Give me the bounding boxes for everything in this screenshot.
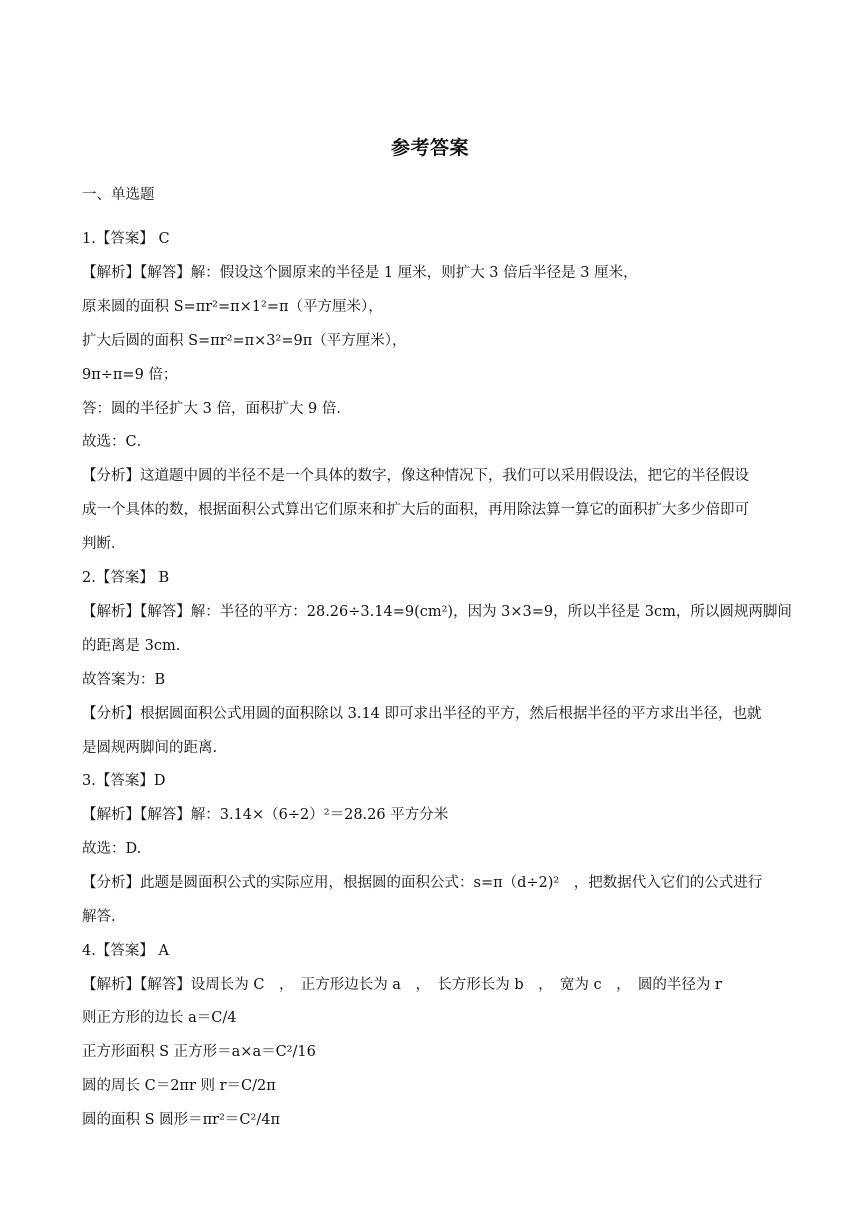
answer-line: 【解析】【解答】解：半径的平方：28.26÷3.14=9(cm²)，因为 3×3=9，所以半径是 3cm，所以圆规两脚间	[82, 604, 792, 620]
answer-line: 9π÷π=9 倍；	[82, 367, 178, 383]
page-title: 参考答案	[390, 137, 469, 159]
answer-line: 则正方形的边长 a＝C/4	[82, 1010, 237, 1026]
answer-line: 答：圆的半径扩大 3 倍，面积扩大 9 倍．	[82, 401, 351, 417]
answer-line: 判断．	[82, 536, 126, 552]
answer-line: 【分析】这道题中圆的半径不是一个具体的数字，像这种情况下，我们可以采用假设法，把它的半径假设	[82, 468, 749, 484]
answer-line: 正方形面积 S 正方形＝a×a＝C²/16	[82, 1044, 316, 1060]
answer-line: 原来圆的面积 S=πr²=π×1²=π（平方厘米），	[82, 299, 383, 315]
answer-line: 是圆规两脚间的距离.	[82, 740, 218, 756]
answer-line: 的距离是 3cm.	[82, 638, 181, 654]
answer-line: 扩大后圆的面积 S=πr²=π×3²=9π（平方厘米），	[82, 333, 407, 349]
answer-line: 故选：D.	[82, 841, 142, 857]
answer-line: 3.【答案】D	[82, 773, 166, 789]
answer-line: 【解析】【解答】解：3.14×（6÷2）²＝28.26 平方分米	[82, 807, 449, 823]
answer-line: 【解析】【解答】解：假设这个圆原来的半径是 1 厘米，则扩大 3 倍后半径是 3 厘米，	[82, 265, 638, 281]
answer-line: 【分析】根据圆面积公式用圆的面积除以 3.14 即可求出半径的平方，然后根据半径的平方求出半径，也就	[82, 706, 762, 722]
section-heading: 一、单选题	[82, 187, 155, 203]
answer-line: 【解析】【解答】设周长为 C ， 正方形边长为 a ， 长方形长为 b ， 宽为 c ， 圆的半径为 r	[82, 977, 722, 993]
answer-line: 解答.	[82, 909, 116, 925]
answer-line: 1.【答案】 C	[82, 231, 170, 247]
answer-line: 成一个具体的数，根据面积公式算出它们原来和扩大后的面积，再用除法算一算它的面积扩大多少倍即可	[82, 502, 749, 518]
answer-line: 故答案为：B	[82, 672, 166, 688]
answer-line: 圆的周长 C＝2πr 则 r＝C/2π	[82, 1078, 276, 1094]
answer-line: 2.【答案】 B	[82, 570, 170, 586]
answer-line: 4.【答案】 A	[82, 943, 169, 959]
answer-line: 圆的面积 S 圆形＝πr²＝C²/4π	[82, 1112, 280, 1128]
answer-line: 故选：C．	[82, 434, 152, 450]
answer-line: 【分析】此题是圆面积公式的实际应用，根据圆的面积公式：s=π（d÷2)² ，把数据代入它们的公式进行	[82, 875, 763, 891]
